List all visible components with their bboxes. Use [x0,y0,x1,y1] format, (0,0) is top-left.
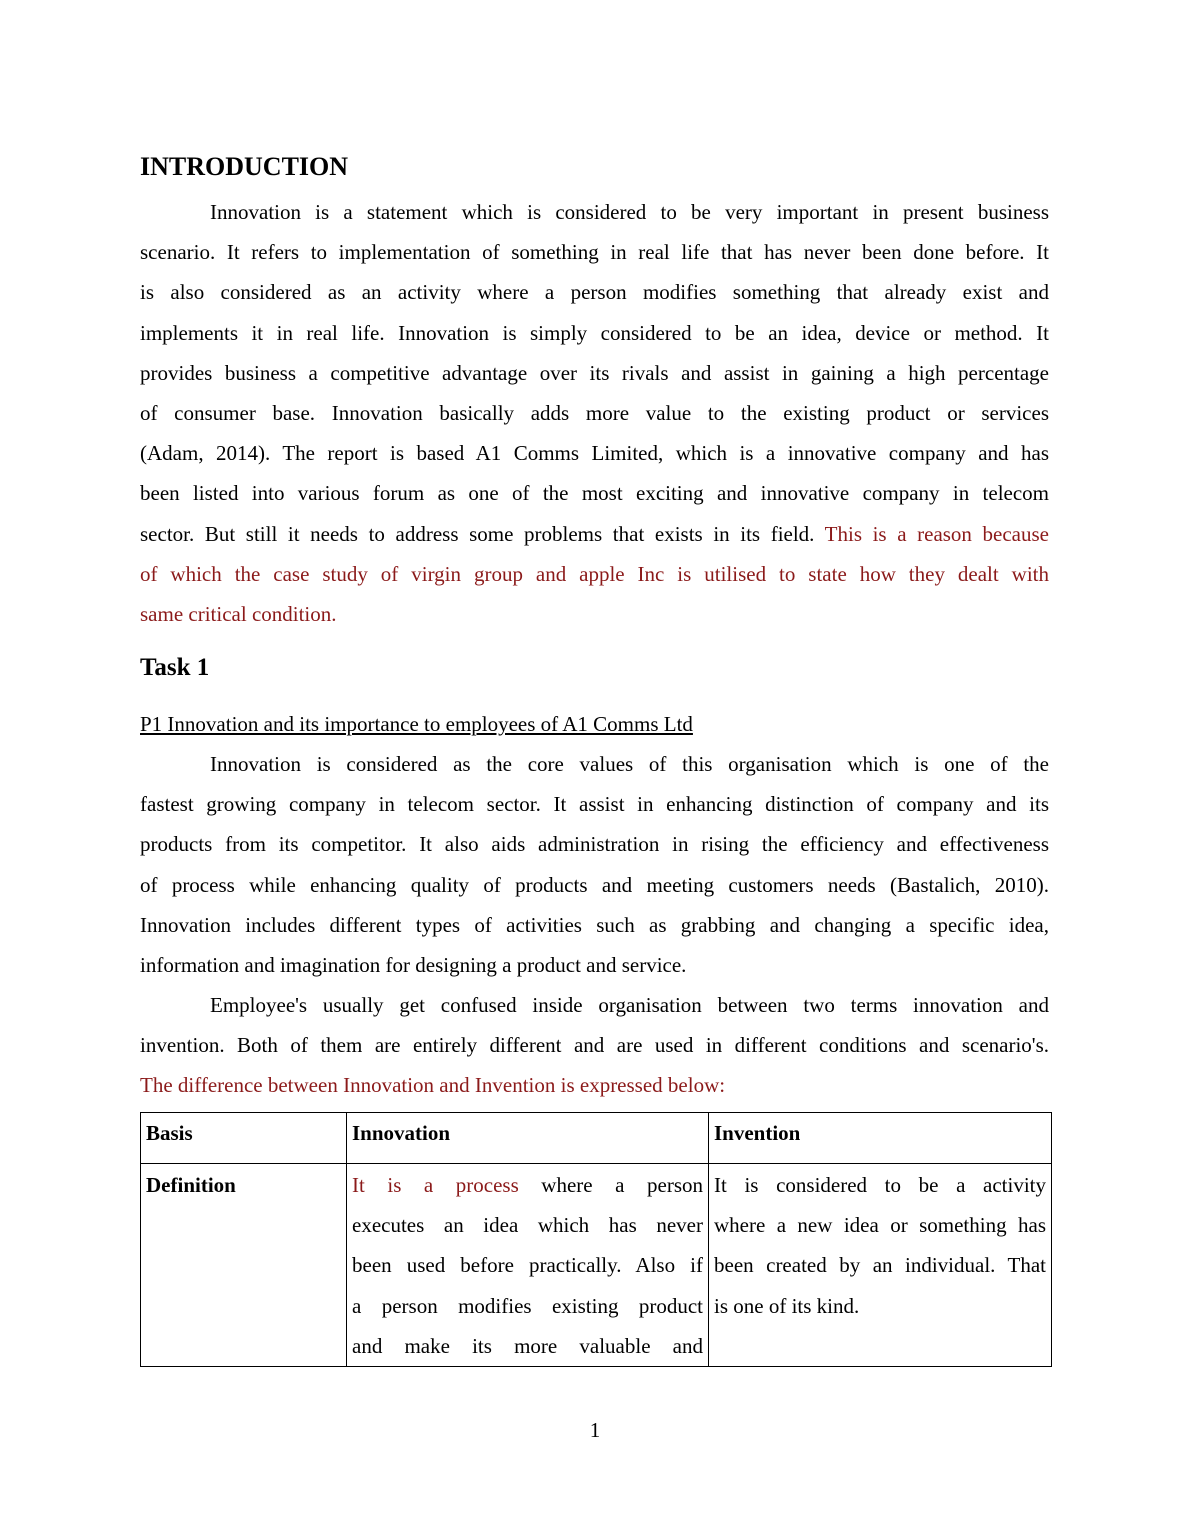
highlighted-text: It is a process [352,1173,519,1197]
text-segment: is also considered as an activity where a person modifies something that already exist and [140,280,1049,305]
highlighted-text: of which the case study of virgin group and apple Inc is utilised to state how they dealt with [140,561,1049,586]
intro-heading: INTRODUCTION [140,152,349,181]
text-segment: sector. But still it needs to address some problems that exists in its field. [140,521,825,546]
text-line [352,1165,703,1205]
text-line [140,985,1049,1025]
text-segment: a person modifies existing product [352,1293,703,1318]
text-line [352,1286,703,1326]
text-segment: been used before practically. Also if [352,1253,703,1278]
text-line [714,1245,1046,1285]
text-segment: Innovation is a statement which is considered to be very important in present business [210,200,1049,224]
text-line [140,594,1049,634]
text-line [140,393,1049,433]
text-line [352,1326,703,1366]
text-line [140,232,1049,272]
cell-invention [709,1164,1052,1367]
text-line [140,272,1049,312]
text-line [140,313,1049,353]
text-line [140,353,1049,393]
intro-paragraph [140,192,1049,634]
cell-innovation [347,1164,709,1367]
text-line [140,192,1049,232]
task-paragraph-2 [140,985,1049,1106]
task-subheading: P1 Innovation and its importance to employees of A1 Comms Ltd [140,712,693,736]
cell-basis: Definition [141,1164,347,1367]
text-segment: Employee's usually get confused inside organisation between two terms innovation and [210,993,1049,1017]
text-segment: Innovation is considered as the core values of this organisation which is one of the [210,752,1049,776]
text-segment: where a person [518,1173,703,1197]
text-segment: where a new idea or something has [714,1213,1046,1238]
text-segment: provides business a competitive advantage over its rivals and assist in gaining a high percentage [140,360,1049,385]
highlighted-text: The difference between Innovation and Invention is expressed below: [140,1073,726,1098]
task-paragraph-1 [140,744,1049,985]
text-line [714,1286,1046,1326]
highlighted-text: This is a reason because [824,521,1049,546]
table-row [141,1164,1052,1367]
text-line [714,1205,1046,1245]
header-basis: Basis [141,1113,347,1164]
header-invention: Invention [709,1113,1052,1164]
text-segment: been listed into various forum as one of the most exciting and innovative company in telecom [140,481,1049,506]
task-heading: Task 1 [140,654,210,681]
text-line [140,473,1049,513]
text-line [140,1065,1049,1105]
text-segment: implements it in real life. Innovation is simply considered to be an idea, device or method. It [140,320,1049,345]
text-line [352,1245,703,1285]
text-segment: of consumer base. Innovation basically adds more value to the existing product or services [140,401,1049,426]
text-line [140,945,1049,985]
table-header-row [141,1113,1052,1164]
text-line [140,865,1049,905]
text-segment: products from its competitor. It also aids administration in rising the efficiency and effectiveness [140,832,1049,857]
text-line [140,1025,1049,1065]
text-segment: information and imagination for designing a product and service. [140,953,687,978]
text-segment: fastest growing company in telecom sector. It assist in enhancing distinction of company and its [140,792,1049,817]
text-segment: scenario. It refers to implementation of something in real life that has never been done before. It [140,240,1049,265]
page-number: 1 [589,1418,601,1442]
comparison-table [140,1112,1052,1367]
header-innovation: Innovation [347,1113,709,1164]
text-line [140,744,1049,784]
text-line [140,433,1049,473]
text-segment: It is considered to be a activity [714,1173,1046,1197]
text-segment: executes an idea which has never [352,1213,703,1238]
text-line [140,905,1049,945]
text-line [140,824,1049,864]
text-line [140,554,1049,594]
text-segment: (Adam, 2014). The report is based A1 Comms Limited, which is a innovative company and has [140,441,1049,466]
text-line [140,784,1049,824]
highlighted-text: same critical condition. [140,602,337,627]
text-segment: Innovation includes different types of activities such as grabbing and changing a specific idea, [140,912,1049,937]
text-segment: and make its more valuable and [352,1333,703,1358]
text-segment: is one of its kind. [714,1293,860,1318]
text-line [714,1165,1046,1205]
text-segment: invention. Both of them are entirely different and are used in different conditions and scenario's. [140,1033,1049,1058]
text-segment: been created by an individual. That [714,1253,1046,1278]
text-line [140,514,1049,554]
text-segment: of process while enhancing quality of products and meeting customers needs (Bastalich, 2010). [140,872,1049,897]
text-line [352,1205,703,1245]
